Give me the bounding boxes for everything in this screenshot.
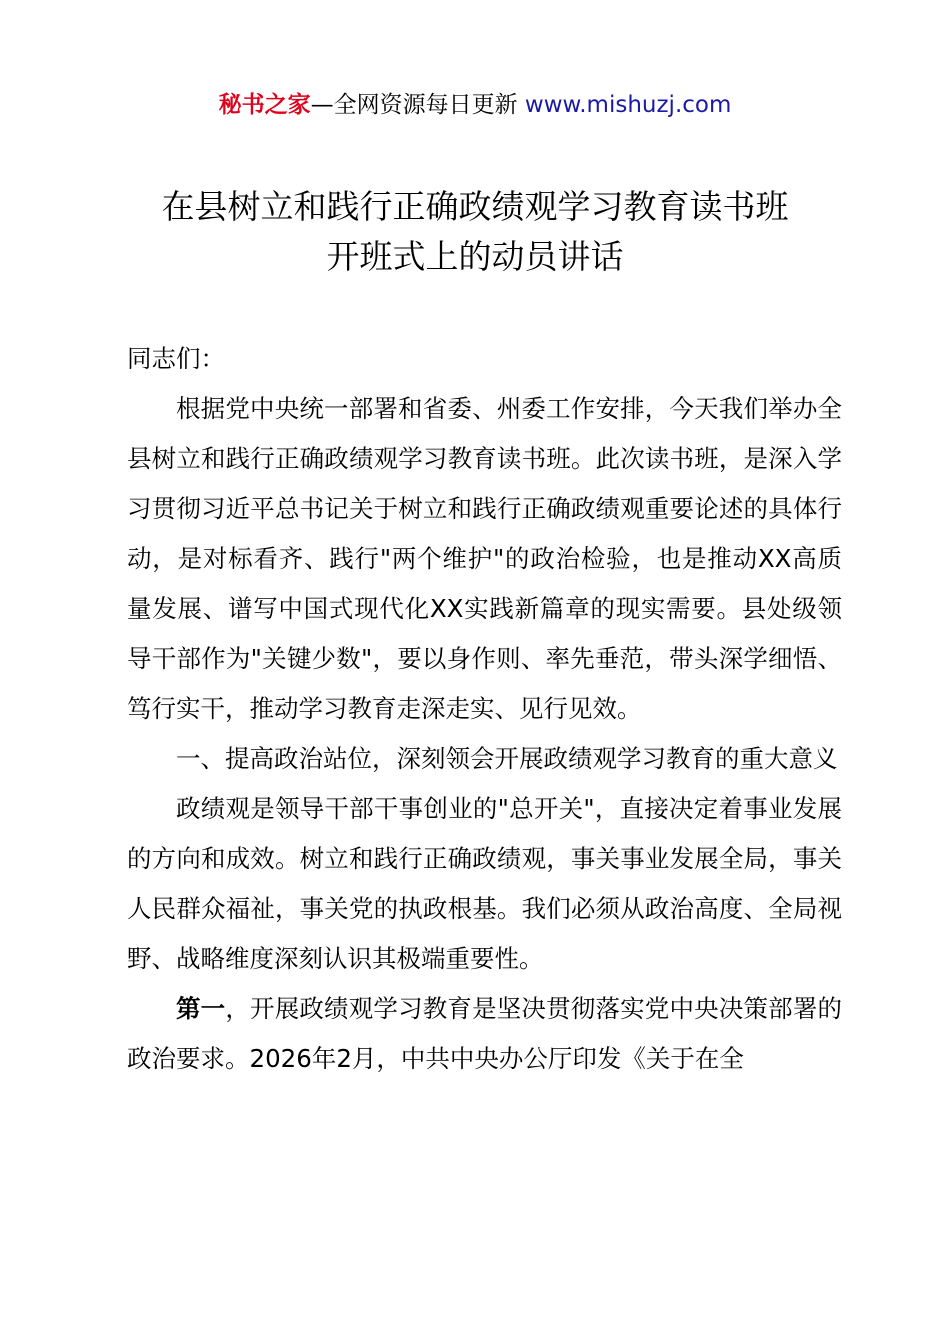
site-brand: 秘书之家: [218, 92, 311, 118]
section-heading-1: 一、提高政治站位，深刻领会开展政绩观学习教育的重大意义: [176, 744, 838, 773]
title-line-1: 在县树立和践行正确政绩观学习教育读书班: [161, 187, 789, 226]
site-header: [0, 88, 950, 122]
paragraph-point-1: [127, 984, 842, 1084]
site-url-link[interactable]: www.mishuzj.com: [524, 92, 732, 118]
point-text: ，开展政绩观学习教育是坚决贯彻落实党中央决策部署的政治要求。2026年2月，中共中央办公厅印发《关于在全: [127, 994, 843, 1073]
paragraph-intro: 根据党中央统一部署和省委、州委工作安排，今天我们举办全县树立和践行正确政绩观学习教育读书班。此次读书班，是深入学习贯彻习近平总书记关于树立和践行正确政绩观重要论述的具体行动，是对标看齐、践行"两个维护"的政治检验，也是推动XX高质量发展、谱写中国式现代化XX实践新篇章的现实需要。县处级领导干部作为"关键少数"，要以身作则、率先垂范，带头深学细悟、笃行实干，推动学习教育走深走实、见行见效。: [127, 394, 842, 723]
site-tagline: —全网资源每日更新: [310, 92, 518, 118]
document-body: [127, 334, 842, 1084]
document-title: [0, 182, 950, 282]
title-line-2: 开班式上的动员讲话: [326, 237, 624, 276]
salutation: 同志们：: [127, 344, 225, 373]
point-lead: 第一: [176, 994, 226, 1023]
paragraph-section-1: 政绩观是领导干部干事创业的"总开关"，直接决定着事业发展的方向和成效。树立和践行正确政绩观，事关事业发展全局，事关人民群众福祉，事关党的执政根基。我们必须从政治高度、全局视野、战略维度深刻认识其极端重要性。: [127, 794, 842, 973]
